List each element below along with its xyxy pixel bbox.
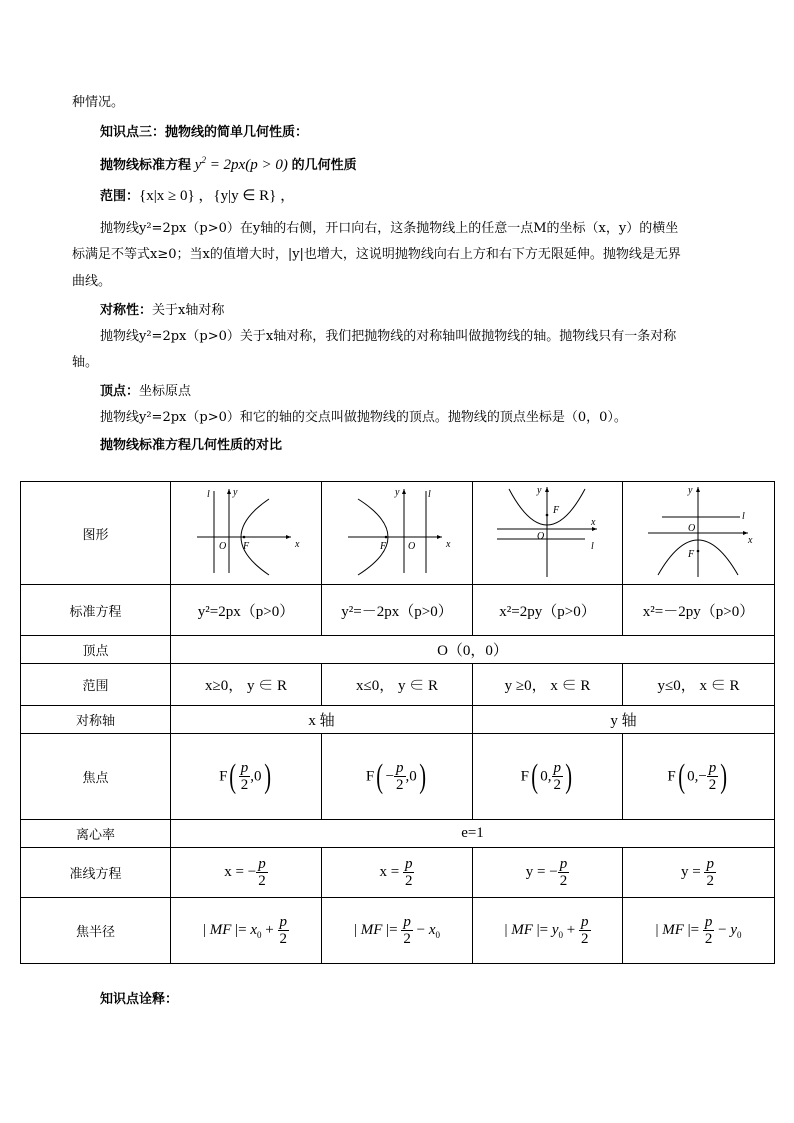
row-range bbox=[21, 664, 775, 706]
row-eccentricity bbox=[21, 820, 775, 848]
cell-axis-label: 对称轴 bbox=[21, 706, 171, 734]
cell-equation-label: 标准方程 bbox=[21, 585, 171, 636]
directrix-cell: y = − $\frac{p}{2}$ bbox=[473, 848, 623, 898]
svg-text:O: O bbox=[536, 531, 544, 542]
row-focal-radius bbox=[21, 898, 775, 964]
range-sets: {x|x ≥ 0} ，{y|y ∈ R} ， bbox=[139, 188, 296, 204]
cell-focus-label: 焦点 bbox=[21, 734, 171, 820]
graph-right-open bbox=[171, 482, 322, 585]
svg-text:y: y bbox=[395, 487, 400, 498]
svg-text:O: O bbox=[408, 541, 416, 552]
std-eq-heading: 抛物线标准方程 $y^2 = 2px(p > 0)$ 的几何性质 bbox=[100, 155, 357, 173]
svg-text:y: y bbox=[536, 485, 541, 496]
axis-cell: y 轴 bbox=[473, 706, 775, 734]
row-equation bbox=[21, 585, 775, 636]
cell-radius-label: 焦半径 bbox=[21, 898, 171, 964]
svg-text:l: l bbox=[428, 489, 431, 500]
row-focus bbox=[21, 734, 775, 820]
range-cell: x≤0， y ∈ R bbox=[322, 664, 473, 706]
row-directrix bbox=[21, 848, 775, 898]
svg-text:x: x bbox=[446, 539, 451, 550]
equation-cell: y²=2px（p>0） bbox=[171, 585, 322, 636]
vertex-line: 顶点：坐标原点 bbox=[100, 384, 192, 399]
svg-text:x: x bbox=[747, 535, 752, 546]
cell-graph-label: 图形 bbox=[21, 482, 171, 585]
svg-text:x: x bbox=[590, 517, 595, 528]
range-cell: y ≥0， x ∈ R bbox=[473, 664, 623, 706]
svg-text:x: x bbox=[295, 539, 300, 550]
focus-cell: F( 0, $\frac{p}{2}$ ) bbox=[473, 734, 623, 820]
para3: 抛物线y²=2px（p>0）和它的轴的交点叫做抛物线的顶点。抛物线的顶点坐标是（0，0）。 bbox=[100, 410, 627, 425]
radius-cell: | MF |= $y_0$ + $\frac{p}{2}$ bbox=[473, 898, 623, 964]
row-graph bbox=[21, 482, 775, 585]
para1-line3: 曲线。 bbox=[72, 274, 112, 289]
graph-left-open bbox=[322, 482, 473, 585]
directrix-cell: x = − $\frac{p}{2}$ bbox=[171, 848, 322, 898]
svg-text:F: F bbox=[552, 505, 559, 516]
row-axis bbox=[21, 706, 775, 734]
svg-text:l: l bbox=[590, 541, 594, 552]
range-cell: x≥0， y ∈ R bbox=[171, 664, 322, 706]
equation-cell: x²=2py（p>0） bbox=[473, 585, 623, 636]
cell-ecc-label: 离心率 bbox=[21, 820, 171, 848]
svg-text:l: l bbox=[741, 511, 745, 522]
svg-text:F: F bbox=[243, 541, 250, 552]
directrix-cell: y = $\frac{p}{2}$ bbox=[623, 848, 775, 898]
cell-vertex-label: 顶点 bbox=[21, 636, 171, 664]
svg-text:F: F bbox=[380, 541, 387, 552]
svg-text:l: l bbox=[207, 489, 210, 500]
range-line: 范围：{x|x ≥ 0} ，{y|y ∈ R} ， bbox=[100, 188, 296, 204]
axis-cell: x 轴 bbox=[171, 706, 473, 734]
section-kp3-heading: 知识点三：抛物线的简单几何性质： bbox=[100, 125, 309, 140]
radius-cell: | MF |= $\frac{p}{2}$ − $y_0$ bbox=[623, 898, 775, 964]
para2-line2: 轴。 bbox=[72, 355, 99, 370]
cell-directrix-label: 准线方程 bbox=[21, 848, 171, 898]
equation-cell: x²=－2py（p>0） bbox=[623, 585, 775, 636]
para1-line1: 抛物线y²=2px（p>0）在y轴的右侧，开口向右，这条抛物线上的任意一点M的坐标（x，y）的横坐 bbox=[100, 221, 679, 236]
focus-cell: F( $\frac{p}{2}$ ,0) bbox=[171, 734, 322, 820]
para1-line2: 标满足不等式x≥0；当x的值增大时，|y|也增大，这说明抛物线向右上方和右下方无限延伸。抛物线是无界 bbox=[72, 247, 681, 262]
directrix-cell: x = $\frac{p}{2}$ bbox=[322, 848, 473, 898]
symmetry-line: 对称性：关于x轴对称 bbox=[100, 303, 225, 318]
intro-tail: 种情况。 bbox=[72, 95, 125, 110]
compare-heading: 抛物线标准方程几何性质的对比 bbox=[100, 438, 283, 453]
ecc-value: e=1 bbox=[171, 820, 775, 848]
notes-heading: 知识点诠释： bbox=[100, 992, 179, 1007]
svg-text:O: O bbox=[687, 523, 695, 534]
svg-text:y: y bbox=[687, 485, 692, 496]
vertex-value: O（0，0） bbox=[171, 636, 775, 664]
svg-text:F: F bbox=[687, 549, 694, 560]
cell-range-label: 范围 bbox=[21, 664, 171, 706]
radius-cell: | MF |= $x_0$ + $\frac{p}{2}$ bbox=[171, 898, 322, 964]
range-cell: y≤0， x ∈ R bbox=[623, 664, 775, 706]
svg-text:y: y bbox=[233, 487, 238, 498]
svg-text:O: O bbox=[219, 541, 227, 552]
focus-cell: F( 0,− $\frac{p}{2}$ ) bbox=[623, 734, 775, 820]
para2-line1: 抛物线y²=2px（p>0）关于x轴对称，我们把抛物线的对称轴叫做抛物线的轴。抛物线只有一条对称 bbox=[100, 329, 677, 344]
row-vertex bbox=[21, 636, 775, 664]
comparison-table bbox=[20, 481, 775, 964]
equation-cell: y²=－2px（p>0） bbox=[322, 585, 473, 636]
graph-up-open bbox=[473, 482, 623, 585]
radius-cell: | MF |= $\frac{p}{2}$ − $x_0$ bbox=[322, 898, 473, 964]
focus-cell: F( − $\frac{p}{2}$ ,0) bbox=[322, 734, 473, 820]
graph-down-open bbox=[623, 482, 775, 585]
